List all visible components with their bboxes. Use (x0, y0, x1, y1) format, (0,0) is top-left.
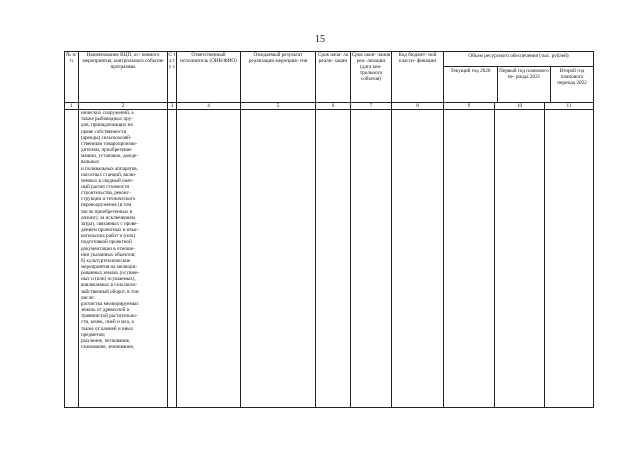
description-line: дением проектных и изыс- (81, 227, 139, 234)
page-number: 15 (315, 34, 325, 45)
header-number: № п/ п (65, 52, 79, 103)
description-line: нических сооружений, а (81, 110, 134, 117)
column-number: 5 (241, 103, 316, 110)
header-name: Наименование ВЦП, ос- новного мероприятия, контрольного событие программы (79, 52, 168, 103)
description-line: расчистка мелиорируемых (81, 300, 139, 307)
description-line: ственным товаропроизво- (81, 140, 138, 147)
description-line: также рыбоводных пру- (81, 116, 133, 123)
cell-status (168, 110, 177, 408)
header-row (65, 52, 594, 103)
description-line: глинование, землевание, (81, 344, 135, 351)
header-start-date: Срок нача- ла реали- зации (316, 52, 351, 103)
cell-end-date (351, 110, 392, 408)
column-number: 6 (316, 103, 351, 110)
description-line: затрат, связанных с прове- (81, 220, 139, 227)
description-line: ченных в сводный смет- (81, 177, 134, 184)
description-line: лизинг), за исключением (81, 214, 135, 221)
header-status: С т а т у с (168, 52, 177, 103)
column-number: 9 (444, 103, 495, 110)
description-line: дов, принадлежащих на (81, 122, 133, 129)
column-number: 2 (79, 103, 168, 110)
description-line: струкции и технического (81, 196, 136, 203)
column-number: 11 (545, 103, 594, 110)
description-line: строительства, реконс- (81, 190, 131, 197)
header-resource-group (444, 52, 594, 103)
description-line: предметов; (81, 331, 106, 338)
cell-start-date (316, 110, 351, 408)
description-line: рованных землях (осушен- (81, 270, 140, 277)
header-end-date: Срок окон- чания реа- лизации (дата кон- трольного события) (351, 52, 392, 103)
header-responsible: Ответственный исполнитель (ОИВ/ФИО) (177, 52, 241, 103)
description-line: мероприятия на мелиори- (81, 264, 138, 270)
cell-budget-code (392, 110, 444, 408)
cell-current-year (444, 110, 495, 408)
cell-responsible (177, 110, 241, 408)
description-line: (аренды) сельскохозяй- (81, 134, 132, 141)
description-line: ный расчет стоимости (81, 183, 130, 190)
header-expected-result: Ожидаемый результат реализации мероприя- тия (241, 52, 316, 103)
column-number: 3 (168, 103, 177, 110)
header-resource-title: Объем ресурсного обеспечения (тыс. рублей) (444, 52, 593, 67)
description-line: травянистой растительно- (81, 313, 138, 320)
description-line: вальных (81, 159, 100, 166)
description-line: также от камней и иных (81, 325, 134, 332)
description-line: зяйственный оборот, в том (81, 288, 139, 295)
description-line: числе: (81, 294, 95, 301)
header-budget-code: Код бюджет- ной класси- фикации (392, 52, 444, 103)
description-line: рыхление, пескование, (81, 337, 131, 344)
description-line: и поливальных аппаратов, (81, 165, 138, 172)
cell-number (65, 110, 79, 408)
description-line: сти, кочек, пней и мха, а (81, 319, 134, 326)
header-plan-year-2: Второй год планового периода 2022 (557, 68, 587, 87)
header-plan-year-1: Первый год планового пе- риода 2021 (498, 67, 551, 102)
column-numbers-row (65, 103, 594, 110)
description-line: перевооружения (в том (81, 202, 132, 209)
description-line: нии указанных объектов; (81, 251, 136, 258)
description-line: машин, установок, дожде- (81, 153, 139, 160)
cell-name (79, 110, 168, 408)
description-line: праве собственности (81, 128, 127, 135)
cell-plan-year-2 (545, 110, 594, 408)
header-current-year: Текущий год 2020 (444, 67, 498, 102)
cell-plan-year-1 (495, 110, 545, 408)
description-line: подготовкой проектной (81, 239, 132, 246)
column-number: 8 (392, 103, 444, 110)
description-line: числе приобретенных в (81, 208, 133, 215)
description-line: земель от древесной и (81, 307, 130, 314)
description-line: дителям, приобретение (81, 147, 132, 154)
description-line: ных и (или) осушаемых), (81, 276, 136, 283)
description-line: документации в отноше- (81, 245, 135, 252)
description-line: вовлекаемых в сельскохо- (81, 282, 138, 289)
plan-table (64, 51, 594, 408)
column-number: 1 (65, 103, 79, 110)
description-line: насосных станций, вклю- (81, 171, 137, 178)
description-line: кательских работ и (или) (81, 233, 135, 240)
column-number: 10 (495, 103, 545, 110)
table-row (65, 110, 594, 408)
description-line: б) культуртехнические (81, 257, 131, 264)
column-number: 4 (177, 103, 241, 110)
measure-description (79, 110, 167, 350)
cell-expected-result (241, 110, 316, 408)
column-number: 7 (351, 103, 392, 110)
